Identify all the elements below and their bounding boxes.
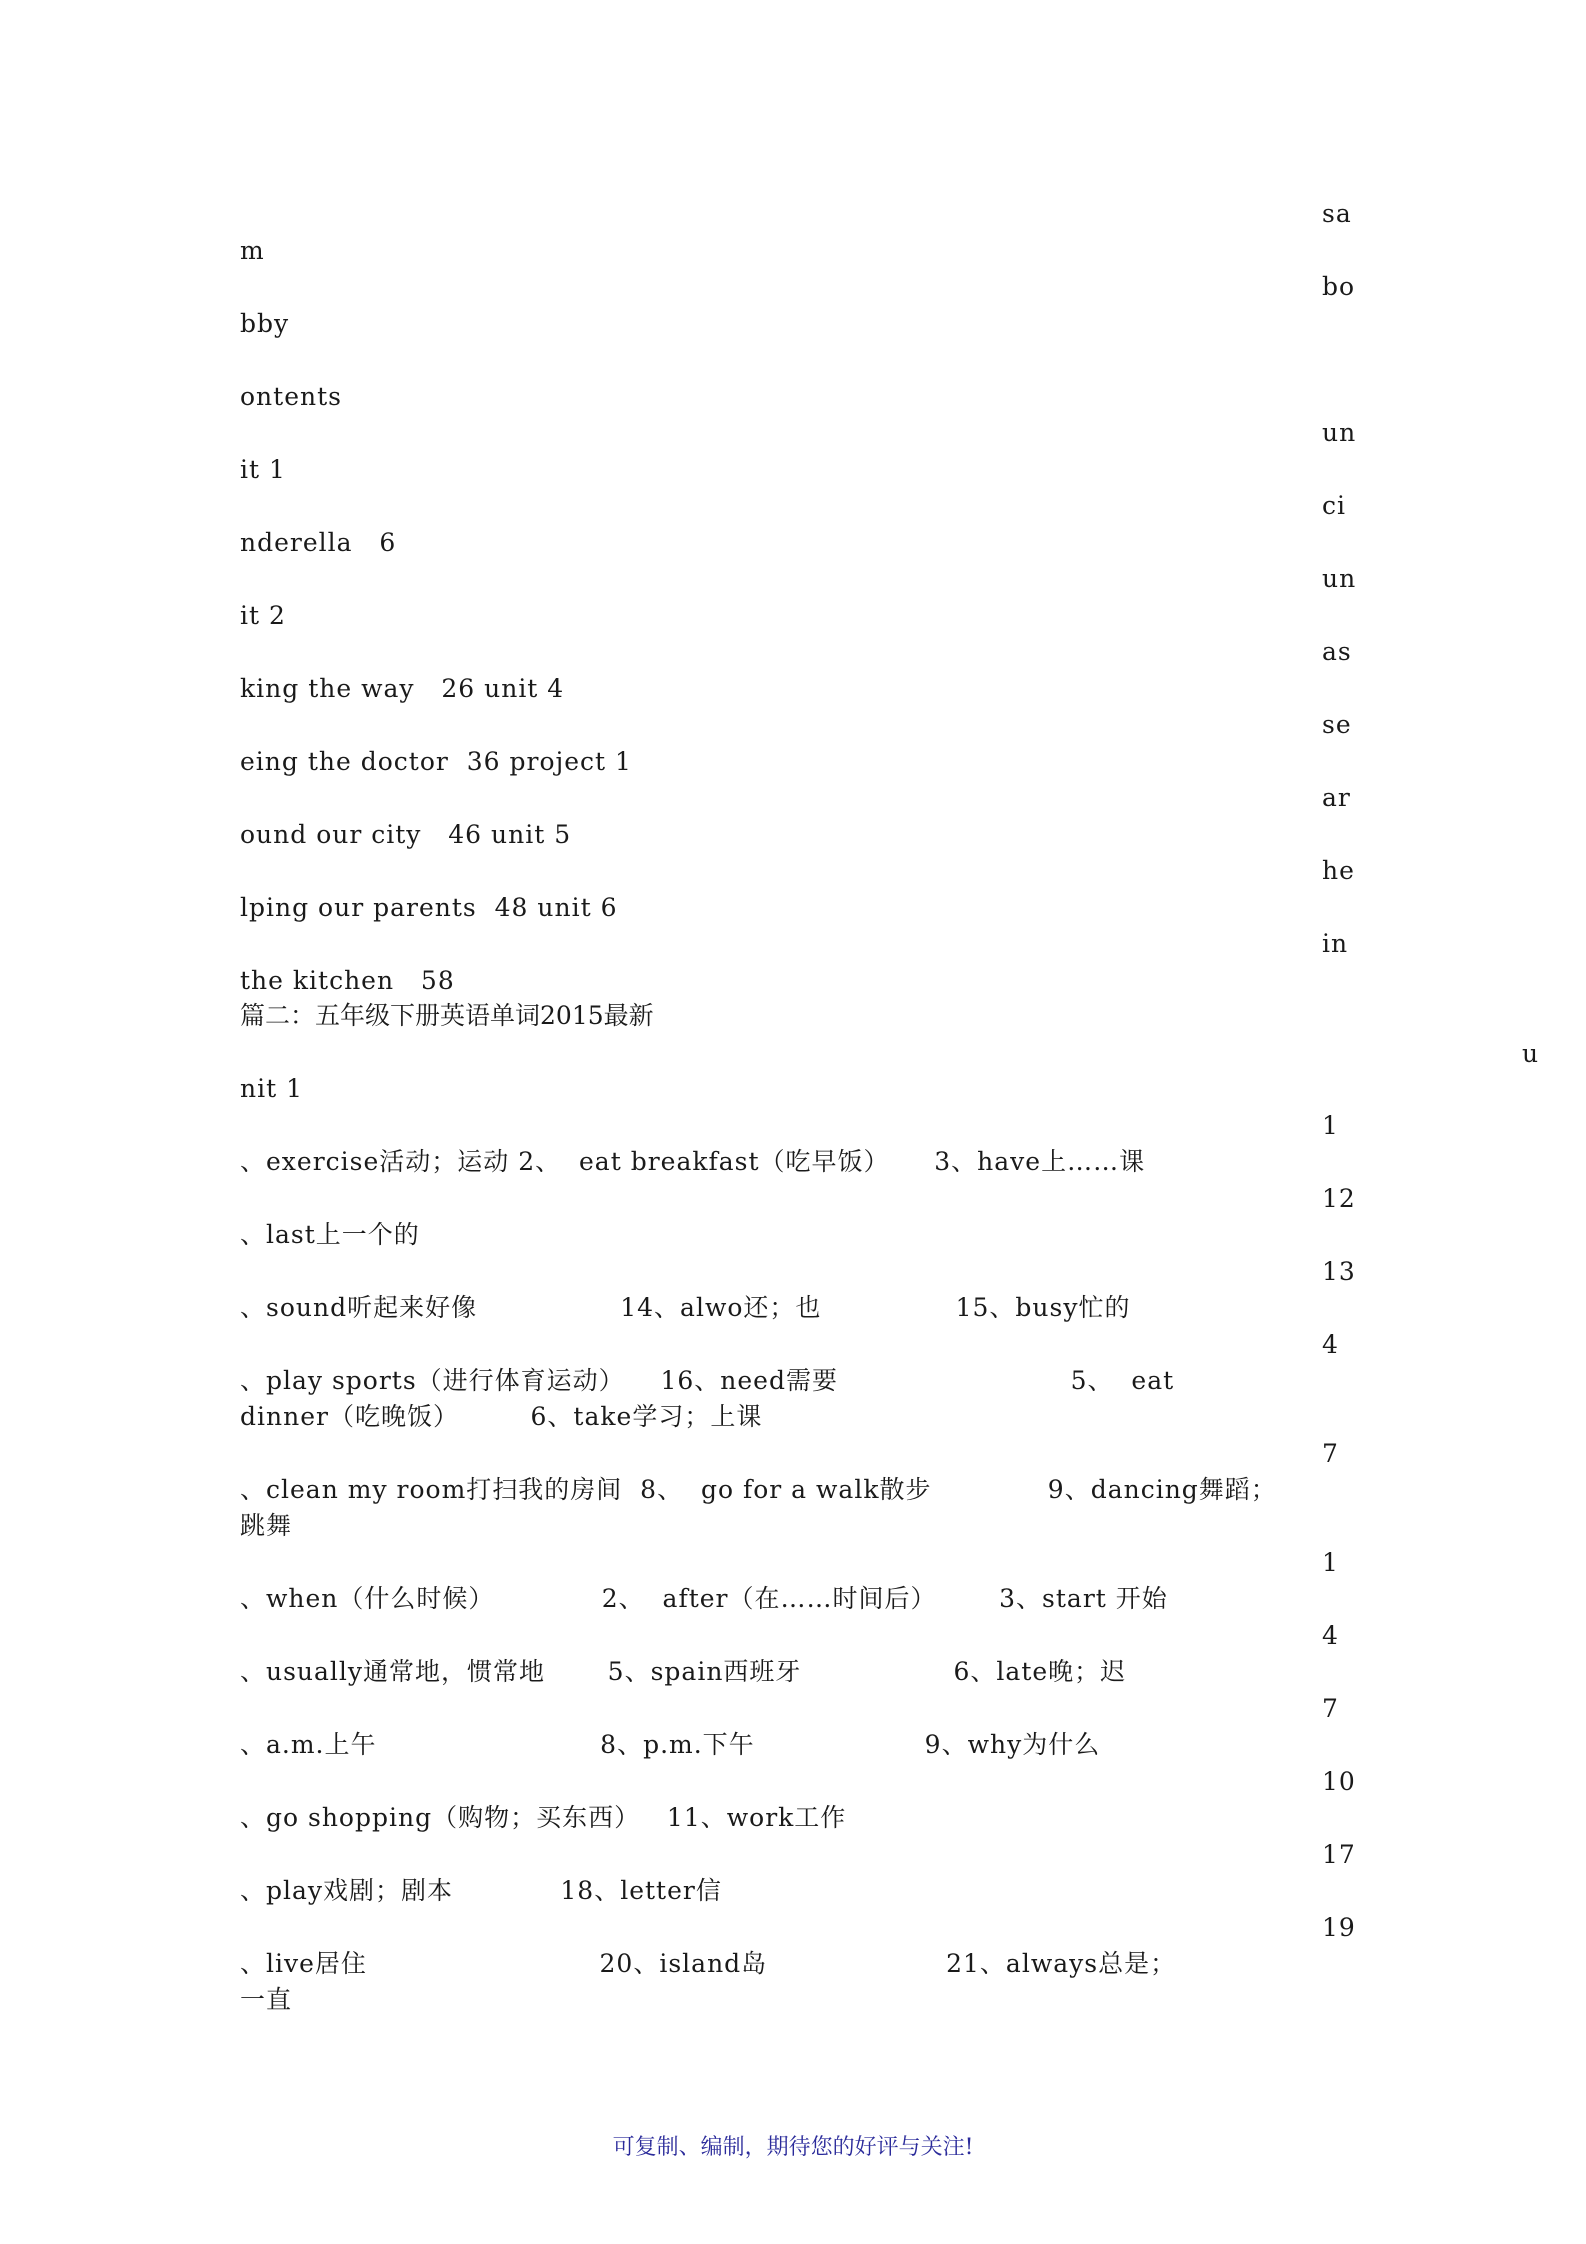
right-number: 4: [1322, 1621, 1339, 1650]
toc-line-2: bby: [240, 309, 290, 338]
right-number: 7: [1322, 1439, 1339, 1468]
toc-line-10: lping our parents 48 unit 6: [240, 893, 618, 922]
right-fragment: he: [1322, 856, 1355, 885]
vocab-line: 、exercise活动；运动 2、 eat breakfast（吃早饭） 3、have上……课: [240, 1147, 1146, 1176]
right-fragment: se: [1322, 710, 1352, 739]
vocab-line: 、usually通常地，惯常地 5、spain西班牙 6、late晚；迟: [240, 1657, 1127, 1686]
vocab-line: 、last上一个的: [240, 1220, 420, 1249]
vocab-line: 、go shopping（购物；买东西） 11、work工作: [240, 1803, 847, 1832]
vocab-line: 、play戏剧；剧本 18、letter信: [240, 1876, 722, 1905]
toc-line-1: m: [240, 236, 265, 265]
right-number: 13: [1322, 1257, 1356, 1286]
toc-line-6: it 2: [240, 601, 286, 630]
right-number: 19: [1322, 1913, 1356, 1942]
toc-line-5: nderella 6: [240, 528, 397, 557]
toc-line-4: it 1: [240, 455, 286, 484]
vocab-line: 、play sports（进行体育运动） 16、need需要 5、 eat: [240, 1366, 1175, 1395]
right-fragment: un: [1322, 564, 1357, 593]
toc-line-3: ontents: [240, 382, 342, 411]
toc-line-11: the kitchen 58: [240, 966, 455, 995]
right-number: 17: [1322, 1840, 1356, 1869]
page-footer: 可复制、编制，期待您的好评与关注!: [612, 2135, 974, 2160]
right-number: 1: [1322, 1548, 1339, 1577]
vocab-line: 一直: [240, 1985, 293, 2014]
right-fragment: bo: [1322, 272, 1356, 301]
toc-line-8: eing the doctor 36 project 1: [240, 747, 632, 776]
right-number: 7: [1322, 1694, 1339, 1723]
right-number: 4: [1322, 1330, 1339, 1359]
vocab-line: 、live居住 20、island岛 21、always总是；: [240, 1949, 1177, 1978]
section-title: 篇二：五年级下册英语单词2015最新: [240, 1001, 654, 1030]
vocab-line: 、clean my room打扫我的房间 8、 go for a walk散步 9、dancing舞蹈；: [240, 1475, 1277, 1504]
right-fragment: ar: [1322, 783, 1351, 812]
toc-line-9: ound our city 46 unit 5: [240, 820, 572, 849]
vocab-line: 跳舞: [240, 1511, 293, 1540]
vocab-line: 、a.m.上午 8、p.m.下午 9、why为什么: [240, 1730, 1101, 1759]
right-number: 1: [1322, 1111, 1339, 1140]
right-fragment: as: [1322, 637, 1352, 666]
right-fragment: ci: [1322, 491, 1346, 520]
right-fragment: in: [1322, 929, 1349, 958]
vocab-line: 、when（什么时候） 2、 after（在……时间后） 3、start 开始: [240, 1584, 1168, 1613]
right-number: 10: [1322, 1767, 1356, 1796]
right-far-fragment: u: [1522, 1039, 1540, 1068]
right-fragment: un: [1322, 418, 1357, 447]
vocab-line: dinner（吃晚饭） 6、take学习；上课: [240, 1402, 763, 1431]
right-number: 12: [1322, 1184, 1356, 1213]
unit-heading: nit 1: [240, 1074, 303, 1103]
right-fragment: sa: [1322, 199, 1352, 228]
vocab-line: 、sound听起来好像 14、alwo还；也 15、busy忙的: [240, 1293, 1131, 1322]
toc-line-7: king the way 26 unit 4: [240, 674, 565, 703]
